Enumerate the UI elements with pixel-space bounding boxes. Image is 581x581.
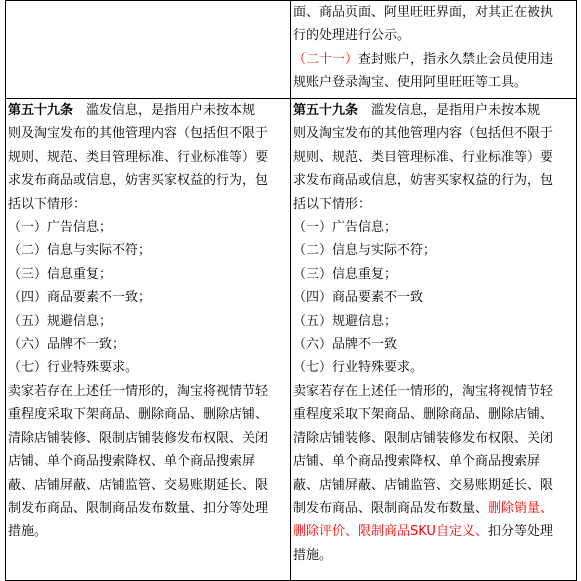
- text-line: 规则、规范、类目管理标准、行业标准等）要: [8, 149, 269, 165]
- text-line: 括以下情形：: [293, 196, 372, 212]
- left-cell-article-59: [6, 99, 291, 581]
- text-line: 规账户登录淘宝、使用阿里旺旺等工具。: [293, 75, 528, 91]
- list-item: （一）广告信息；: [8, 220, 113, 236]
- list-item: （七）行业特殊要求。: [8, 360, 139, 376]
- text-line: 括以下情形：: [8, 196, 87, 212]
- text-line: 清除店铺装修、限制店铺装修发布权限、关闭: [8, 430, 269, 446]
- text-line: 清除店铺装修、限制店铺装修发布权限、关闭: [293, 430, 554, 446]
- item-21-text: 查封账户，指永久禁止会员使用违: [358, 51, 554, 67]
- list-item: （三）信息重复；: [8, 266, 113, 282]
- list-item: （五）规避信息；: [8, 313, 113, 329]
- text-line: 求发布商品或信息，妨害买家权益的行为，包: [293, 173, 554, 189]
- text-line: 制发布商品、限制商品发布数量、扣分等处理: [8, 500, 269, 516]
- text-line: 面、商品页面、阿里旺旺界面，对其正在被执: [293, 5, 554, 20]
- text-line: 重程度采取下架商品、删除商品、删除店铺、: [293, 407, 554, 423]
- table-row: [6, 99, 577, 581]
- list-item: （六）品牌不一致: [293, 337, 398, 353]
- text-line: 蔽、店铺屏蔽、店铺监管、交易账期延长、限: [293, 477, 554, 493]
- article-59-intro: 第五十九条 滥发信息，是指用户未按本规: [293, 103, 541, 118]
- text-line: [293, 48, 576, 71]
- list-item: （四）商品要素不一致: [293, 290, 424, 306]
- list-item: （三）信息重复；: [293, 266, 398, 282]
- text-line: 则及淘宝发布的其他管理内容（包括但不限于: [293, 126, 554, 142]
- text-line: 卖家若存在上述任一情形的，淘宝将视情节轻: [8, 383, 269, 399]
- text-line: 蔽、店铺屏蔽、店铺监管、交易账期延长、限: [8, 477, 269, 493]
- text-line: 则及淘宝发布的其他管理内容（包括但不限于: [8, 126, 269, 142]
- text-line: 措施。: [293, 547, 333, 563]
- list-item: （一）广告信息；: [293, 220, 398, 236]
- article-59-intro: 第五十九条 滥发信息，是指用户未按本规: [8, 103, 256, 118]
- left-cell-empty: [6, 1, 291, 99]
- right-cell-article-59: [291, 99, 577, 581]
- text-line: 规则、规范、类目管理标准、行业标准等）要: [293, 149, 554, 165]
- rule-comparison-table: [5, 0, 577, 581]
- added-text: 删除评价、限制商品SKU自定义、: [293, 524, 488, 540]
- article-heading: 第五十九条: [293, 103, 359, 118]
- text-line: 店铺、单个商品搜索降权、单个商品搜索屏: [8, 454, 256, 470]
- list-item: （七）行业特殊要求。: [293, 360, 424, 376]
- text-line: 求发布商品或信息，妨害买家权益的行为，包: [8, 173, 269, 189]
- item-21-number: （二十一）: [293, 51, 359, 67]
- list-item: （二）信息与实际不符；: [293, 243, 437, 259]
- text-line: 删除评价、限制商品SKU自定义、扣分等处理: [293, 524, 553, 540]
- right-cell-item-21: [291, 1, 577, 99]
- list-item: （五）规避信息；: [293, 313, 398, 329]
- text-line: 制发布商品、限制商品发布数量、删除销量、: [293, 500, 554, 516]
- list-item: （四）商品要素不一致；: [8, 290, 152, 306]
- table-row: [6, 1, 577, 99]
- text-line: 店铺、单个商品搜索降权、单个商品搜索屏: [293, 454, 541, 470]
- list-item: （二）信息与实际不符；: [8, 243, 152, 259]
- text-line: 重程度采取下架商品、删除商品、删除店铺、: [8, 407, 269, 423]
- text-line: 行的处理进行公示。: [293, 28, 411, 44]
- text-line: 卖家若存在上述任一情形的，淘宝将视情节轻: [293, 383, 554, 399]
- article-heading: 第五十九条: [8, 103, 74, 118]
- list-item: （六）品牌不一致；: [8, 337, 126, 353]
- added-text: 删除销量、: [488, 500, 554, 516]
- text-line: 措施。: [8, 524, 48, 540]
